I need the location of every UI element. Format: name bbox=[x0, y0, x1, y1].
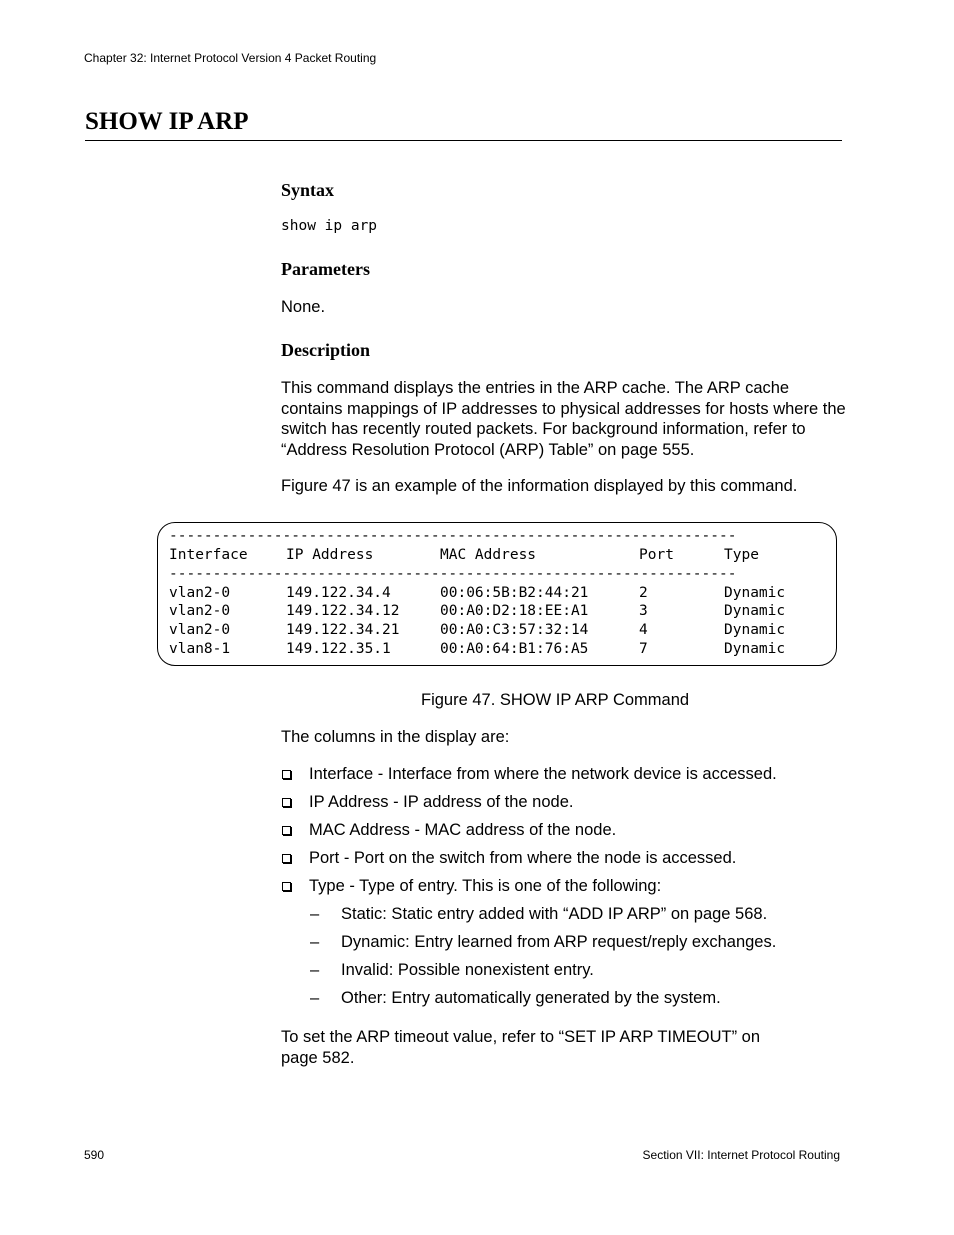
console-row bbox=[169, 584, 786, 602]
list-item-text: IP Address - IP address of the node. bbox=[309, 793, 574, 811]
dash-bullet-icon: – bbox=[310, 933, 320, 951]
col-header-port: Port bbox=[639, 547, 674, 563]
cell-type: Dynamic bbox=[724, 603, 786, 619]
list-item-text: Type - Type of entry. This is one of the following: bbox=[309, 877, 662, 895]
cell-ip-address: 149.122.34.21 bbox=[286, 622, 400, 638]
cell-type: Dynamic bbox=[724, 622, 786, 638]
cell-interface: vlan2-0 bbox=[169, 603, 231, 619]
cell-port: 2 bbox=[639, 585, 648, 601]
sub-list-item-text: Static: Static entry added with “ADD IP ARP” on page 568. bbox=[341, 905, 768, 923]
console-header-row bbox=[169, 546, 759, 564]
list-item-text: Interface - Interface from where the network device is accessed. bbox=[309, 765, 777, 783]
cell-mac-address: 00:A0:D2:18:EE:A1 bbox=[440, 603, 589, 619]
syntax-command: show ip arp bbox=[281, 218, 378, 234]
dash-bullet-icon: – bbox=[310, 989, 320, 1007]
dash-bullet-icon: – bbox=[310, 961, 320, 979]
checkbox-bullet-icon bbox=[282, 798, 291, 807]
parameters-heading: Parameters bbox=[281, 259, 370, 279]
cell-interface: vlan2-0 bbox=[169, 585, 231, 601]
dash-bullet-icon: – bbox=[310, 905, 320, 923]
footer-section-title: Section VII: Internet Protocol Routing bbox=[642, 1148, 840, 1162]
figure-caption: Figure 47. SHOW IP ARP Command bbox=[421, 691, 690, 709]
list-item-text: MAC Address - MAC address of the node. bbox=[309, 821, 617, 839]
cell-type: Dynamic bbox=[724, 641, 786, 657]
cell-interface: vlan8-1 bbox=[169, 641, 231, 657]
page-title: SHOW IP ARP bbox=[85, 108, 249, 135]
description-paragraph: This command displays the entries in the ARP cache. The ARP cache contains mappings of IP addresses to physical addresses for hosts where the switch has recently routed packets. For background information, refer to “Address Resolution Protocol (ARP) Table” on page 555. bbox=[281, 379, 846, 459]
title-rule bbox=[85, 140, 842, 141]
description-heading: Description bbox=[281, 340, 370, 360]
cell-interface: vlan2-0 bbox=[169, 622, 231, 638]
cell-mac-address: 00:06:5B:B2:44:21 bbox=[440, 585, 589, 601]
sub-list-item-text: Other: Entry automatically generated by the system. bbox=[341, 989, 721, 1007]
running-head: Chapter 32: Internet Protocol Version 4 Packet Routing bbox=[84, 51, 377, 65]
console-row bbox=[169, 602, 786, 620]
cell-port: 7 bbox=[639, 641, 648, 657]
col-header-mac-address: MAC Address bbox=[440, 547, 537, 563]
cell-mac-address: 00:A0:C3:57:32:14 bbox=[440, 622, 589, 638]
col-header-interface: Interface bbox=[169, 547, 248, 563]
checkbox-bullet-icon bbox=[282, 882, 291, 891]
page-number: 590 bbox=[84, 1148, 105, 1162]
checkbox-bullet-icon bbox=[282, 770, 291, 779]
list-item-text: Port - Port on the switch from where the node is accessed. bbox=[309, 849, 737, 867]
console-rule-top: ----------------------------------------------------------------- bbox=[169, 528, 737, 544]
checkbox-bullet-icon bbox=[282, 854, 291, 863]
cell-ip-address: 149.122.34.4 bbox=[286, 585, 391, 601]
sub-list-item-text: Invalid: Possible nonexistent entry. bbox=[341, 961, 594, 979]
col-header-type: Type bbox=[724, 547, 759, 563]
console-row bbox=[169, 621, 786, 639]
checkbox-bullet-icon bbox=[282, 826, 291, 835]
parameters-text: None. bbox=[281, 298, 326, 316]
figure-reference-paragraph: Figure 47 is an example of the information displayed by this command. bbox=[281, 477, 798, 495]
console-row bbox=[169, 640, 786, 658]
cell-mac-address: 00:A0:64:B1:76:A5 bbox=[440, 641, 589, 657]
cell-port: 3 bbox=[639, 603, 648, 619]
sub-list-item-text: Dynamic: Entry learned from ARP request/reply exchanges. bbox=[341, 933, 777, 951]
cell-port: 4 bbox=[639, 622, 648, 638]
columns-intro: The columns in the display are: bbox=[281, 728, 510, 746]
cell-ip-address: 149.122.35.1 bbox=[286, 641, 391, 657]
col-header-ip-address: IP Address bbox=[286, 547, 374, 563]
timeout-note: To set the ARP timeout value, refer to “SET IP ARP TIMEOUT” on page 582. bbox=[281, 1028, 761, 1067]
syntax-heading: Syntax bbox=[281, 180, 335, 200]
cell-ip-address: 149.122.34.12 bbox=[286, 603, 400, 619]
cell-type: Dynamic bbox=[724, 585, 786, 601]
console-rule-middle: ----------------------------------------------------------------- bbox=[169, 566, 737, 582]
